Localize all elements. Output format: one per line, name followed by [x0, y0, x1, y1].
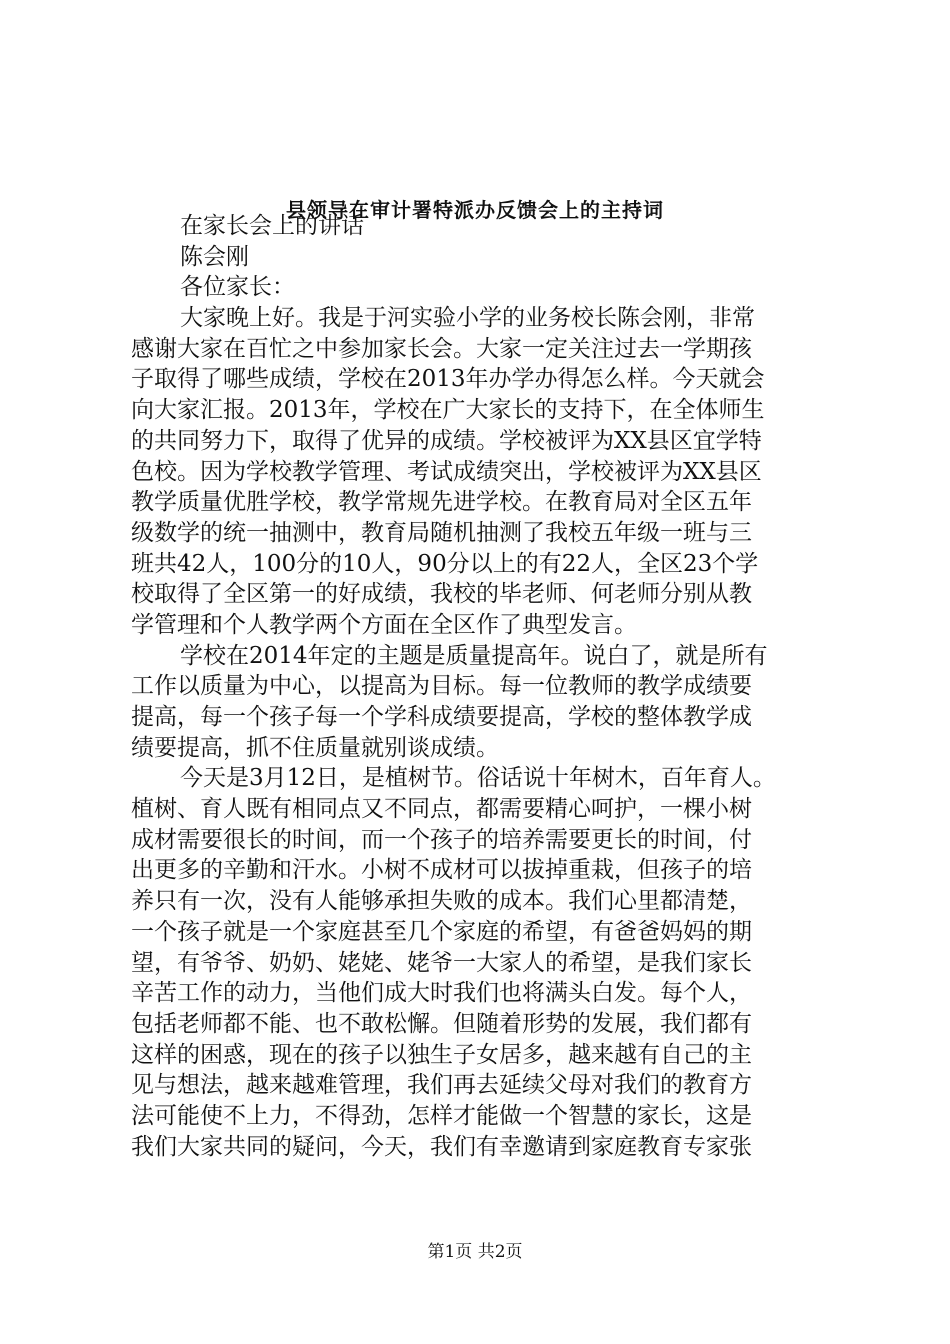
text-line: 法可能使不上力，不得劲，怎样才能做一个智慧的家长，这是 — [131, 1102, 752, 1129]
text-line: 一个孩子就是一个家庭甚至几个家庭的希望，有爸爸妈妈的期 — [131, 918, 752, 945]
text-line: 我们大家共同的疑问，今天，我们有幸邀请到家庭教育专家张 — [131, 1133, 752, 1160]
text-line: 学校在2014年定的主题是质量提高年。说白了，就是所有 — [180, 642, 768, 669]
document-body — [131, 211, 841, 1162]
text-line: 今天是3月12日，是植树节。俗话说十年树木，百年育人。 — [180, 765, 776, 792]
text-line: 绩要提高，抓不住质量就别谈成绩。 — [131, 734, 499, 761]
text-line: 各位家长： — [180, 274, 295, 301]
text-line: 出更多的辛勤和汗水。小树不成材可以拔掉重栽，但孩子的培 — [131, 857, 752, 884]
text-line: 养只有一次，没有人能够承担失败的成本。我们心里都清楚， — [131, 888, 752, 915]
text-line: 辛苦工作的动力，当他们成大时我们也将满头白发。每个人， — [131, 980, 752, 1007]
text-line: 级数学的统一抽测中，教育局随机抽测了我校五年级一班与三 — [131, 519, 752, 546]
text-line: 见与想法，越来越难管理，我们再去延续父母对我们的教育方 — [131, 1072, 752, 1099]
text-line: 的共同努力下，取得了优异的成绩。学校被评为XX县区宜学特 — [131, 427, 762, 454]
text-line: 校取得了全区第一的好成绩，我校的毕老师、何老师分别从教 — [131, 581, 752, 608]
text-line: 植树、育人既有相同点又不同点，都需要精心呵护，一棵小树 — [131, 796, 752, 823]
text-line: 大家晚上好。我是于河实验小学的业务校长陈会刚，非常 — [180, 305, 755, 332]
page-footer: 第1页 共2页 — [427, 1242, 523, 1262]
text-line: 学管理和个人教学两个方面在全区作了典型发言。 — [131, 611, 637, 638]
text-line: 这样的困惑，现在的孩子以独生子女居多，越来越有自己的主 — [131, 1041, 752, 1068]
text-line: 陈会刚 — [180, 243, 249, 270]
text-line: 成材需要很长的时间，而一个孩子的培养需要更长的时间，付 — [131, 826, 752, 853]
text-line: 子取得了哪些成绩，学校在2013年办学办得怎么样。今天就会 — [131, 366, 765, 393]
document-title: 县领导在审计署特派办反馈会上的主持词 — [286, 198, 664, 222]
text-line: 提高，每一个孩子每一个学科成绩要提高，学校的整体教学成 — [131, 704, 752, 730]
text-line: 向大家汇报。2013年，学校在广大家长的支持下，在全体师生 — [131, 397, 765, 424]
text-line: 班共42人，100分的10人，90分以上的有22人，全区23个学 — [131, 550, 759, 577]
text-line: 望，有爷爷、奶奶、姥姥、姥爷一大家人的希望，是我们家长 — [131, 949, 752, 976]
text-line: 感谢大家在百忙之中参加家长会。大家一定关注过去一学期孩 — [131, 335, 752, 362]
text-line: 教学质量优胜学校，教学常规先进学校。在教育局对全区五年 — [131, 489, 752, 516]
text-line: 色校。因为学校教学管理、考试成绩突出，学校被评为XX县区 — [131, 458, 762, 485]
text-line: 在家长会上的讲话 — [180, 213, 364, 239]
text-line: 包括老师都不能、也不敢松懈。但随着形势的发展，我们都有 — [131, 1010, 752, 1037]
text-line: 工作以质量为中心，以提高为目标。每一位教师的教学成绩要 — [131, 673, 752, 700]
